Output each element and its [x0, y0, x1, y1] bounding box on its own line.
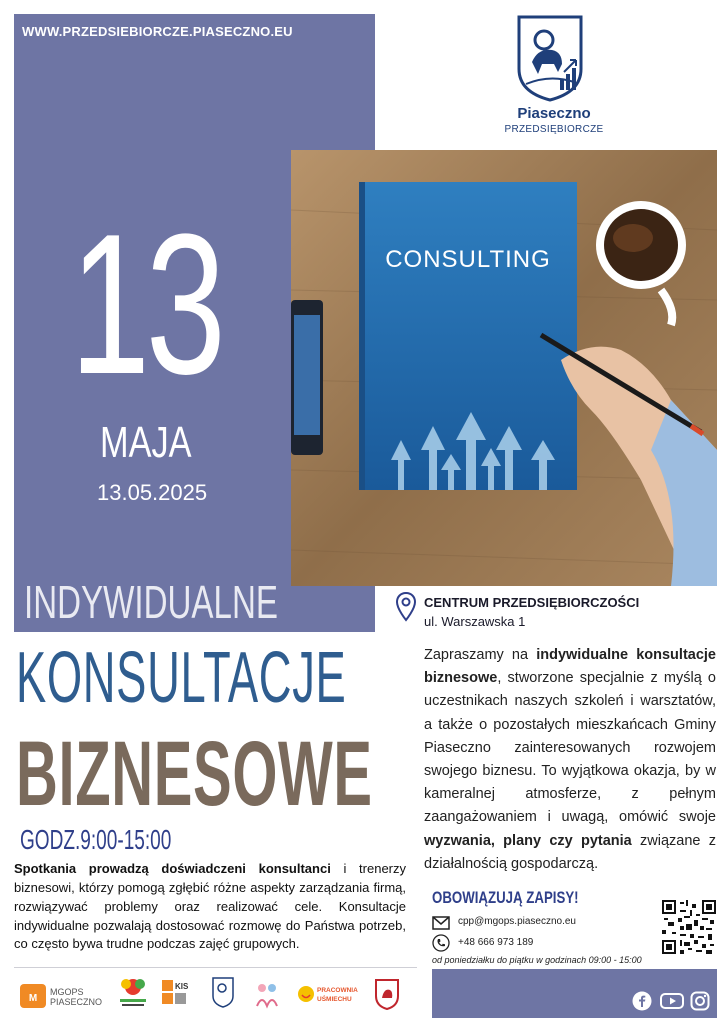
qr-code[interactable]: [662, 900, 716, 954]
location-pin-icon: [396, 592, 416, 622]
consulting-photo: [291, 150, 717, 586]
title-konsultacje: KONSULTACJE: [16, 638, 347, 718]
event-kicker: INDYWIDUALNE: [24, 576, 278, 628]
event-month: MAJA: [100, 418, 192, 467]
mgops-logo: [20, 976, 102, 1012]
description-left-bold: Spotkania prowadzą doświadczeni konsultanci: [14, 861, 331, 876]
website-url[interactable]: WWW.PRZEDSIEBIORCZE.PIASECZNO.EU: [22, 24, 293, 39]
piaseczno-logo: [516, 14, 584, 102]
description-left-text: i trenerzy biznesowi, którzy pomogą zgłębić różne aspekty zarządzania firmą, rozwiązywać problemy oraz realizować cele. Konsultacje indywidualne pozwalają dostosować rozmowę do Państwa potrzeb, co często bywa trudne podczas zajęć grupowych.: [14, 861, 406, 952]
svg-text:M: M: [28, 993, 38, 1004]
youtube-icon[interactable]: [660, 991, 680, 1011]
pracownia-usmiechu-logo: [296, 976, 358, 1012]
desc-bold-1: indywidualne konsultacje biznesowe: [424, 647, 716, 687]
location-address: ul. Warszawska 1: [424, 614, 526, 629]
seniors-logo: [252, 976, 282, 1012]
signup-notice: OBOWIĄZUJĄ ZAPISY!: [432, 888, 579, 907]
crest-logo: [372, 976, 402, 1012]
svg-text:PIASECZNO: PIASECZNO: [50, 997, 102, 1007]
svg-text:UŚMIECHU: UŚMIECHU: [317, 996, 352, 1003]
logo-name: Piaseczno: [517, 105, 591, 122]
contact-hours: od poniedziałku do piątku w godzinach 09:00 - 15:00: [432, 955, 642, 965]
event-hours: GODZ.9:00-15:00: [20, 824, 172, 855]
przystan-logo: [116, 976, 150, 1012]
contact-email[interactable]: cpp@mgops.piaseczno.eu: [458, 916, 576, 927]
description-right: [424, 644, 716, 876]
desc-bold-2: wyzwania, plany czy pytania: [424, 832, 632, 849]
location-name: CENTRUM PRZEDSIĘBIORCZOŚCI: [424, 595, 640, 610]
svg-text:KIS: KIS: [175, 982, 189, 991]
event-day: 13: [70, 193, 222, 416]
kis-logo: [160, 976, 190, 1012]
desc-text-3: związane z działalnością gospodarczą.: [424, 832, 716, 872]
svg-text:MGOPS: MGOPS: [50, 987, 84, 997]
footer-divider: [14, 967, 417, 968]
desc-text-1: Zapraszamy na: [424, 647, 537, 663]
envelope-icon: [432, 916, 450, 930]
phone-icon: [432, 934, 450, 952]
logo-subtitle: PRZEDSIĘBIORCZE: [504, 124, 604, 135]
notebook-title: CONSULTING: [385, 246, 551, 273]
description-left: [14, 860, 406, 954]
desc-text-2: , stworzone specjalnie z myślą o uczestnikach naszych szkoleń i warsztatów, a także o pozostałych mieszkańcach Gminy Piaseczno zainteresowanych rozwojem swojego biznesu. To wyjątkowa okazja, by w kameralnej atmosferze, z pełnym zaangażowaniem i uwagą, omówić swoje: [424, 670, 716, 826]
facebook-icon[interactable]: [632, 991, 652, 1011]
title-biznesowe: BIZNESOWE: [16, 723, 373, 825]
svg-text:PRACOWNIA: PRACOWNIA: [317, 987, 358, 994]
piaseczno-small-logo: [208, 976, 238, 1012]
contact-phone[interactable]: +48 666 973 189: [458, 937, 534, 948]
event-date: 13.05.2025: [97, 480, 208, 505]
instagram-icon[interactable]: [690, 991, 710, 1011]
